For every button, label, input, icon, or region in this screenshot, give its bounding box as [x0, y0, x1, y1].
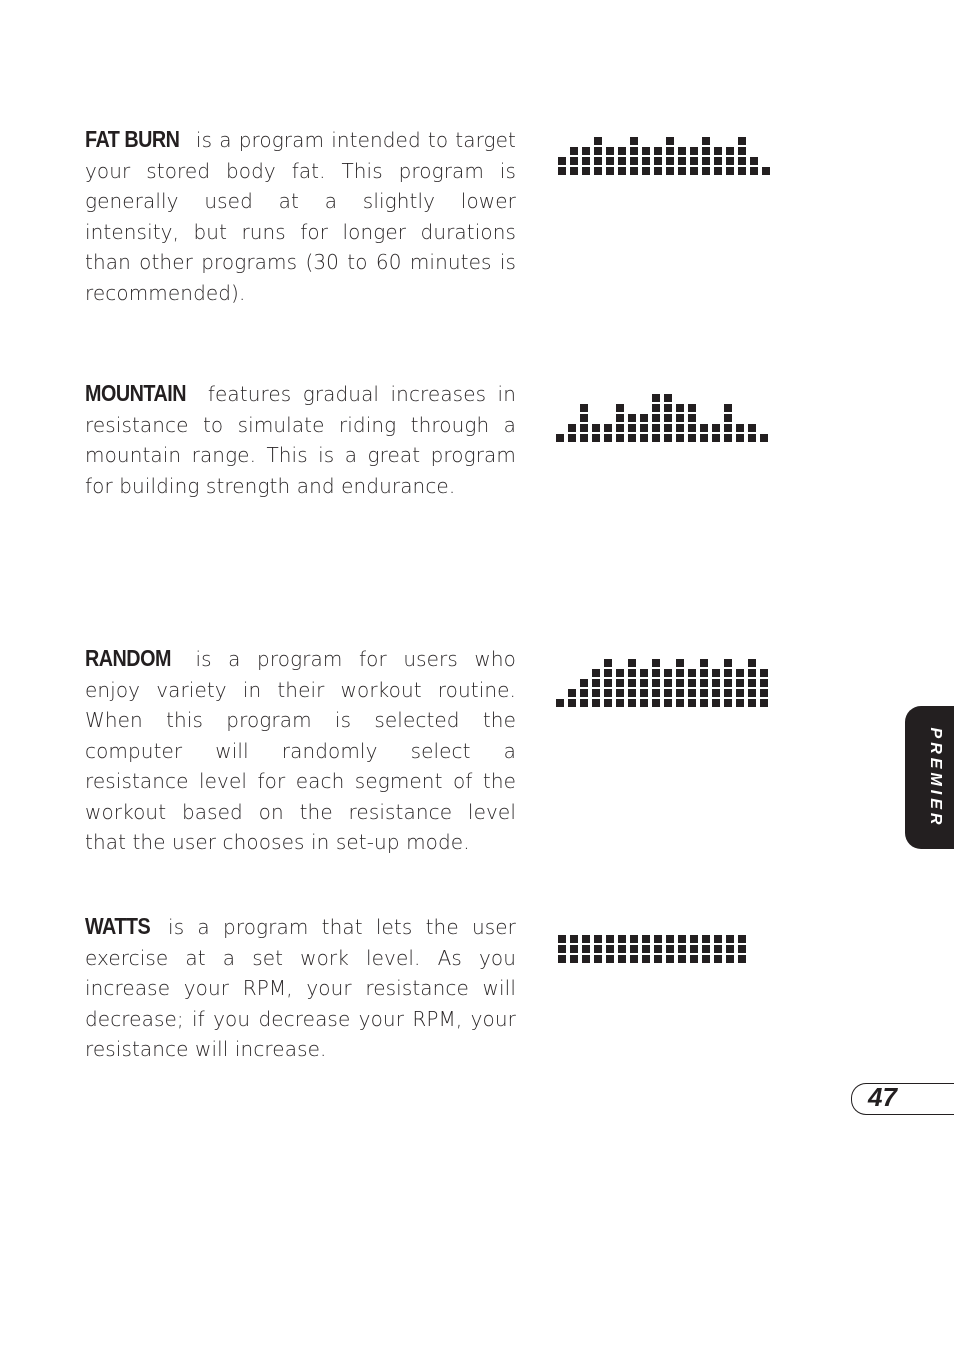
profile-segment — [664, 434, 672, 442]
profile-segment — [616, 679, 624, 687]
profile-segment — [748, 679, 756, 687]
profile-segment — [630, 147, 638, 155]
fat-burn-description: is a program intended to target your stored body fat. This program is generally used at a slightly lower intensity, but runs for longer durations than other programs (30 to 60 minutes is recommended). — [85, 128, 516, 305]
watts-paragraph — [85, 911, 516, 1065]
profile-segment — [580, 404, 588, 412]
profile-segment — [628, 659, 636, 667]
profile-segment — [618, 167, 626, 175]
premier-tab-label: PREMIER — [927, 727, 944, 828]
profile-segment — [606, 955, 614, 963]
profile-segment — [594, 157, 602, 165]
profile-segment — [736, 424, 744, 432]
profile-segment — [688, 434, 696, 442]
profile-segment — [570, 935, 578, 943]
profile-segment — [580, 689, 588, 697]
profile-segment — [580, 434, 588, 442]
profile-segment — [724, 659, 732, 667]
profile-segment — [676, 404, 684, 412]
profile-segment — [688, 689, 696, 697]
profile-segment — [664, 404, 672, 412]
random-description: is a program for users who enjoy variety in their workout routine. When this program is selected the computer will randomly select a resistance level for each segment of the workout based on the resistance level that the user chooses in set-up mode. — [85, 647, 516, 854]
profile-segment — [714, 935, 722, 943]
profile-segment — [700, 659, 708, 667]
profile-segment — [702, 137, 710, 145]
page-number: 47 — [868, 1082, 897, 1112]
profile-segment — [580, 424, 588, 432]
profile-segment — [640, 689, 648, 697]
profile-segment — [604, 659, 612, 667]
profile-segment — [594, 167, 602, 175]
profile-segment — [594, 955, 602, 963]
profile-segment — [702, 945, 710, 953]
profile-segment — [652, 659, 660, 667]
profile-segment — [678, 167, 686, 175]
profile-segment — [700, 424, 708, 432]
profile-segment — [640, 679, 648, 687]
profile-segment — [748, 424, 756, 432]
profile-segment — [666, 167, 674, 175]
profile-segment — [676, 679, 684, 687]
profile-segment — [604, 679, 612, 687]
mountain-paragraph — [85, 378, 516, 501]
profile-segment — [738, 147, 746, 155]
profile-segment — [666, 955, 674, 963]
profile-segment — [616, 689, 624, 697]
profile-segment — [688, 699, 696, 707]
watts-description: is a program that lets the user exercise at a set work level. As you increase your RPM, your resistance will decrease; if you decrease your RPM, your resistance will increase. — [85, 915, 516, 1061]
profile-segment — [748, 669, 756, 677]
profile-segment — [712, 699, 720, 707]
profile-segment — [570, 167, 578, 175]
profile-segment — [616, 424, 624, 432]
profile-segment — [690, 935, 698, 943]
profile-segment — [594, 935, 602, 943]
profile-segment — [664, 699, 672, 707]
profile-segment — [702, 157, 710, 165]
profile-segment — [606, 945, 614, 953]
profile-segment — [630, 945, 638, 953]
profile-segment — [700, 679, 708, 687]
profile-segment — [678, 955, 686, 963]
profile-segment — [724, 669, 732, 677]
profile-segment — [582, 147, 590, 155]
profile-segment — [664, 424, 672, 432]
profile-segment — [726, 945, 734, 953]
profile-segment — [762, 167, 770, 175]
profile-segment — [570, 945, 578, 953]
profile-segment — [714, 955, 722, 963]
profile-segment — [678, 157, 686, 165]
profile-segment — [582, 955, 590, 963]
profile-segment — [736, 689, 744, 697]
profile-segment — [568, 434, 576, 442]
profile-segment — [630, 137, 638, 145]
profile-segment — [592, 699, 600, 707]
profile-segment — [558, 935, 566, 943]
section-fat-burn — [85, 124, 516, 308]
profile-segment — [628, 414, 636, 422]
profile-segment — [630, 935, 638, 943]
profile-segment — [712, 689, 720, 697]
profile-segment — [738, 955, 746, 963]
profile-segment — [664, 679, 672, 687]
profile-segment — [652, 394, 660, 402]
profile-segment — [676, 424, 684, 432]
profile-segment — [724, 424, 732, 432]
profile-segment — [606, 147, 614, 155]
profile-segment — [760, 699, 768, 707]
section-watts — [85, 911, 516, 1065]
profile-segment — [618, 955, 626, 963]
profile-segment — [738, 137, 746, 145]
profile-segment — [582, 945, 590, 953]
profile-segment — [654, 147, 662, 155]
profile-segment — [592, 669, 600, 677]
profile-segment — [570, 955, 578, 963]
profile-segment — [630, 955, 638, 963]
profile-segment — [714, 157, 722, 165]
profile-segment — [748, 699, 756, 707]
profile-segment — [726, 167, 734, 175]
fat-burn-heading: FAT BURN — [85, 126, 180, 152]
profile-segment — [628, 699, 636, 707]
profile-segment — [580, 414, 588, 422]
watts-heading: WATTS — [85, 913, 151, 939]
profile-segment — [570, 157, 578, 165]
profile-segment — [594, 137, 602, 145]
profile-segment — [556, 434, 564, 442]
profile-segment — [642, 955, 650, 963]
page-number-box — [851, 1083, 954, 1115]
profile-segment — [712, 434, 720, 442]
profile-segment — [604, 434, 612, 442]
profile-segment — [652, 404, 660, 412]
profile-segment — [736, 434, 744, 442]
profile-segment — [580, 679, 588, 687]
profile-segment — [714, 167, 722, 175]
profile-segment — [630, 157, 638, 165]
profile-segment — [724, 679, 732, 687]
profile-segment — [558, 157, 566, 165]
profile-segment — [700, 669, 708, 677]
profile-segment — [652, 689, 660, 697]
profile-segment — [558, 945, 566, 953]
profile-segment — [678, 147, 686, 155]
profile-segment — [628, 679, 636, 687]
profile-segment — [690, 167, 698, 175]
section-mountain — [85, 378, 516, 501]
profile-segment — [604, 669, 612, 677]
profile-segment — [616, 669, 624, 677]
profile-segment — [666, 137, 674, 145]
watts-profile-graphic — [558, 921, 774, 963]
profile-segment — [724, 434, 732, 442]
profile-segment — [652, 414, 660, 422]
profile-segment — [606, 157, 614, 165]
profile-segment — [760, 679, 768, 687]
profile-segment — [702, 167, 710, 175]
profile-segment — [666, 935, 674, 943]
profile-segment — [726, 157, 734, 165]
profile-segment — [702, 935, 710, 943]
profile-segment — [738, 157, 746, 165]
profile-segment — [760, 669, 768, 677]
profile-segment — [558, 167, 566, 175]
profile-segment — [690, 955, 698, 963]
profile-segment — [642, 147, 650, 155]
profile-segment — [738, 935, 746, 943]
profile-segment — [712, 424, 720, 432]
profile-segment — [592, 679, 600, 687]
profile-segment — [654, 955, 662, 963]
profile-segment — [666, 945, 674, 953]
profile-segment — [688, 669, 696, 677]
random-paragraph — [85, 643, 516, 858]
profile-segment — [688, 404, 696, 412]
profile-segment — [688, 424, 696, 432]
profile-segment — [690, 945, 698, 953]
profile-segment — [678, 935, 686, 943]
profile-segment — [678, 945, 686, 953]
profile-segment — [676, 659, 684, 667]
profile-segment — [604, 689, 612, 697]
section-random — [85, 643, 516, 858]
profile-segment — [702, 147, 710, 155]
profile-segment — [652, 424, 660, 432]
profile-segment — [712, 679, 720, 687]
profile-segment — [702, 955, 710, 963]
profile-segment — [630, 167, 638, 175]
profile-segment — [724, 689, 732, 697]
profile-segment — [712, 669, 720, 677]
profile-segment — [628, 434, 636, 442]
profile-segment — [714, 147, 722, 155]
profile-segment — [676, 414, 684, 422]
profile-segment — [664, 689, 672, 697]
profile-segment — [568, 699, 576, 707]
mountain-profile-graphic — [556, 388, 772, 442]
profile-segment — [700, 434, 708, 442]
profile-segment — [666, 147, 674, 155]
profile-segment — [570, 147, 578, 155]
profile-segment — [688, 679, 696, 687]
profile-segment — [738, 167, 746, 175]
profile-segment — [750, 157, 758, 165]
profile-segment — [666, 157, 674, 165]
profile-segment — [748, 659, 756, 667]
profile-segment — [640, 434, 648, 442]
profile-segment — [652, 699, 660, 707]
profile-segment — [642, 157, 650, 165]
profile-segment — [654, 945, 662, 953]
profile-segment — [760, 434, 768, 442]
profile-segment — [736, 699, 744, 707]
mountain-description: features gradual increases in resistance to simulate riding through a mountain range. This is a great program for building strength and endurance. — [85, 382, 516, 498]
profile-segment — [642, 167, 650, 175]
profile-segment — [664, 414, 672, 422]
profile-segment — [726, 955, 734, 963]
profile-segment — [664, 394, 672, 402]
profile-segment — [616, 699, 624, 707]
profile-segment — [604, 699, 612, 707]
profile-segment — [628, 689, 636, 697]
profile-segment — [616, 404, 624, 412]
profile-segment — [642, 945, 650, 953]
profile-segment — [724, 404, 732, 412]
profile-segment — [642, 935, 650, 943]
fat-burn-profile-graphic — [558, 135, 774, 175]
profile-segment — [676, 434, 684, 442]
mountain-heading: MOUNTAIN — [85, 380, 186, 406]
profile-segment — [604, 424, 612, 432]
profile-segment — [594, 147, 602, 155]
profile-segment — [592, 689, 600, 697]
profile-segment — [606, 167, 614, 175]
profile-segment — [724, 699, 732, 707]
random-heading: RANDOM — [85, 645, 171, 671]
profile-segment — [688, 414, 696, 422]
profile-segment — [676, 699, 684, 707]
profile-segment — [568, 424, 576, 432]
profile-segment — [618, 945, 626, 953]
premier-side-tab — [905, 706, 954, 849]
profile-segment — [726, 147, 734, 155]
profile-segment — [640, 414, 648, 422]
profile-segment — [654, 935, 662, 943]
profile-segment — [616, 414, 624, 422]
profile-segment — [700, 689, 708, 697]
profile-segment — [582, 157, 590, 165]
profile-segment — [690, 157, 698, 165]
profile-segment — [580, 699, 588, 707]
profile-segment — [750, 167, 758, 175]
profile-segment — [676, 689, 684, 697]
profile-segment — [568, 689, 576, 697]
profile-segment — [592, 424, 600, 432]
profile-segment — [748, 434, 756, 442]
profile-segment — [676, 669, 684, 677]
profile-segment — [616, 434, 624, 442]
profile-segment — [558, 955, 566, 963]
profile-segment — [748, 689, 756, 697]
fat-burn-paragraph — [85, 124, 516, 308]
profile-segment — [690, 147, 698, 155]
profile-segment — [582, 935, 590, 943]
profile-segment — [640, 424, 648, 432]
profile-segment — [594, 945, 602, 953]
profile-segment — [582, 167, 590, 175]
profile-segment — [664, 669, 672, 677]
profile-segment — [736, 679, 744, 687]
profile-segment — [640, 699, 648, 707]
profile-segment — [606, 935, 614, 943]
profile-segment — [592, 434, 600, 442]
profile-segment — [736, 669, 744, 677]
profile-segment — [654, 167, 662, 175]
profile-segment — [652, 434, 660, 442]
random-profile-graphic — [556, 653, 772, 707]
profile-segment — [726, 935, 734, 943]
profile-segment — [724, 414, 732, 422]
profile-segment — [652, 669, 660, 677]
profile-segment — [618, 935, 626, 943]
profile-segment — [556, 699, 564, 707]
profile-segment — [652, 679, 660, 687]
profile-segment — [640, 669, 648, 677]
profile-segment — [618, 147, 626, 155]
profile-segment — [738, 945, 746, 953]
profile-segment — [654, 157, 662, 165]
profile-segment — [628, 424, 636, 432]
profile-segment — [714, 945, 722, 953]
profile-segment — [628, 669, 636, 677]
profile-segment — [760, 689, 768, 697]
profile-segment — [618, 157, 626, 165]
profile-segment — [700, 699, 708, 707]
